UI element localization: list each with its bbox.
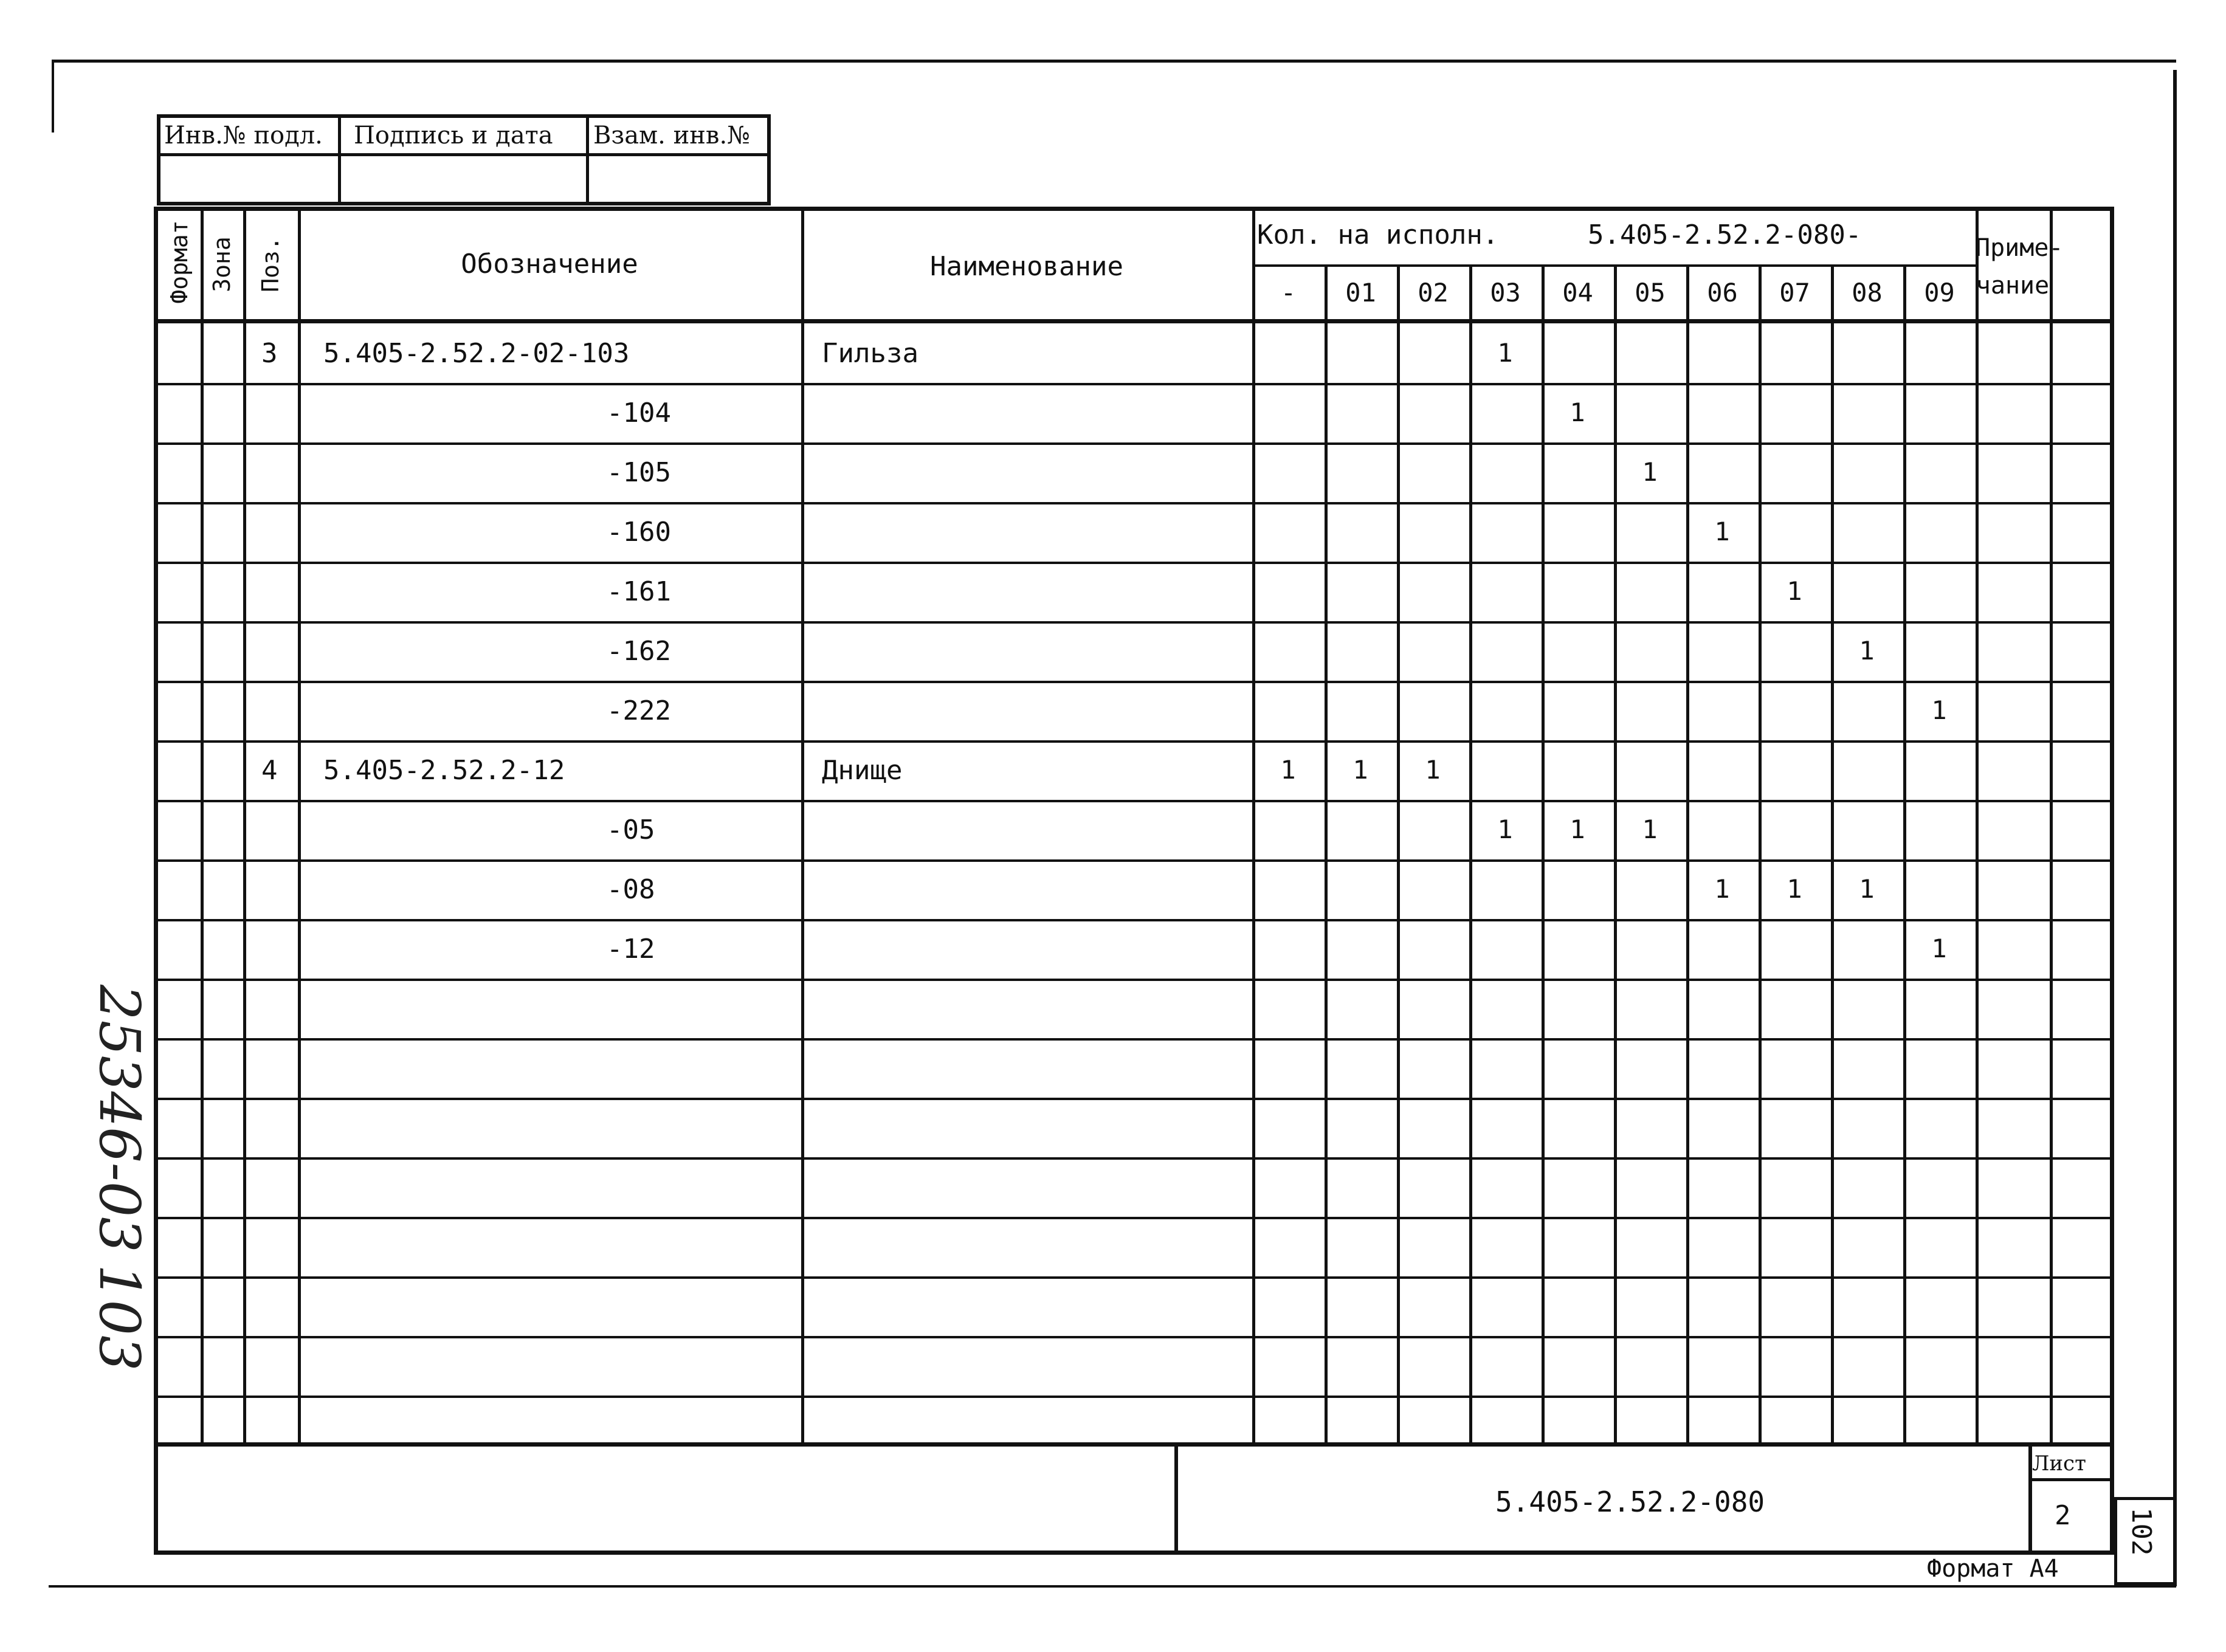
col-line <box>201 211 204 1442</box>
header-format: Формат <box>166 220 193 304</box>
header-zona: Зона <box>208 236 235 292</box>
variant-header-09: 09 <box>1924 278 1955 308</box>
approval-stamp <box>157 114 771 205</box>
row-naimenovanie: Гильза <box>822 338 918 369</box>
row-oboznachenie: -05 <box>607 814 655 845</box>
header-bottom-line <box>158 319 2110 323</box>
col-line <box>1686 264 1689 1442</box>
row-poz: 4 <box>261 755 278 786</box>
outer-frame-left <box>52 60 54 133</box>
row-qty-06: 1 <box>1714 517 1730 546</box>
row-line <box>158 1038 2110 1041</box>
col-line <box>1469 264 1472 1442</box>
row-qty-base: 1 <box>1280 755 1296 785</box>
col-line <box>1252 211 1255 1442</box>
variant-header-base: - <box>1280 278 1297 308</box>
row-qty-07: 1 <box>1787 576 1802 606</box>
variant-header-08: 08 <box>1852 278 1883 308</box>
outer-frame-bottom <box>49 1585 2176 1588</box>
row-oboznachenie: -161 <box>607 576 671 607</box>
row-oboznachenie: 5.405-2.52.2-12 <box>323 755 565 786</box>
col-line <box>1831 264 1834 1442</box>
col-line <box>243 211 246 1442</box>
header-oboznachenie: Обозначение <box>461 249 638 280</box>
row-line <box>158 1098 2110 1100</box>
page-number: 102 <box>2126 1507 2157 1556</box>
row-qty-06: 1 <box>1714 874 1730 904</box>
row-line <box>158 979 2110 981</box>
row-line <box>158 502 2110 504</box>
header-primechanie-1: Приме- <box>1976 234 2064 262</box>
row-line <box>158 442 2110 445</box>
variant-header-06: 06 <box>1707 278 1738 308</box>
col-line <box>1397 264 1400 1442</box>
list-label: Лист <box>2032 1451 2086 1476</box>
row-naimenovanie: Днище <box>822 755 903 786</box>
row-line <box>158 562 2110 564</box>
row-oboznachenie: -12 <box>607 934 655 965</box>
stamp-inv-label: Инв.№ подл. <box>164 122 323 150</box>
row-qty-03: 1 <box>1497 338 1513 368</box>
row-line <box>158 859 2110 862</box>
row-line <box>158 919 2110 921</box>
list-number: 2 <box>2055 1500 2071 1531</box>
header-kol-title: Кол. на исполн. <box>1257 219 1499 250</box>
row-oboznachenie: -160 <box>607 517 671 548</box>
row-oboznachenie: -104 <box>607 398 671 428</box>
variant-header-05: 05 <box>1635 278 1666 308</box>
title-block <box>154 1442 2114 1555</box>
row-qty-09: 1 <box>1931 934 1947 963</box>
col-line <box>1614 264 1617 1442</box>
row-line <box>158 800 2110 802</box>
row-qty-05: 1 <box>1642 814 1658 844</box>
row-line <box>158 1217 2110 1219</box>
row-line <box>158 681 2110 683</box>
variant-header-07: 07 <box>1779 278 1810 308</box>
outer-frame-right <box>2173 70 2177 1586</box>
variant-header-02: 02 <box>1418 278 1449 308</box>
row-line <box>158 383 2110 385</box>
outer-frame-top <box>52 60 2176 63</box>
row-qty-09: 1 <box>1931 695 1947 725</box>
header-kol-code: 5.405-2.52.2-080- <box>1588 219 1862 250</box>
row-poz: 3 <box>261 338 278 369</box>
specification-table <box>154 207 2114 1447</box>
variant-header-03: 03 <box>1490 278 1521 308</box>
stamp-podpis-label: Подпись и дата <box>354 122 553 150</box>
row-line <box>158 1336 2110 1338</box>
row-oboznachenie: 5.405-2.52.2-02-103 <box>323 338 630 369</box>
col-line <box>1759 264 1762 1442</box>
variant-header-01: 01 <box>1345 278 1376 308</box>
row-qty-01: 1 <box>1352 755 1368 785</box>
row-oboznachenie: -162 <box>607 636 671 667</box>
row-qty-04: 1 <box>1570 814 1585 844</box>
col-line <box>1325 264 1328 1442</box>
row-oboznachenie: -08 <box>607 874 655 905</box>
variant-header-line <box>1252 264 1976 267</box>
row-line <box>158 1276 2110 1279</box>
variant-header-04: 04 <box>1562 278 1593 308</box>
header-primechanie-2: чание <box>1976 272 2050 300</box>
format-label: Формат А4 <box>1927 1555 2059 1583</box>
row-qty-04: 1 <box>1570 398 1585 427</box>
title-block-divider <box>1174 1447 1178 1550</box>
stamp-divider <box>160 153 767 156</box>
row-qty-07: 1 <box>1787 874 1802 904</box>
row-qty-05: 1 <box>1642 457 1658 487</box>
row-line <box>158 740 2110 743</box>
sheet-number-handwritten: 103 <box>87 1264 152 1371</box>
doc-code: 5.405-2.52.2-080 <box>1495 1485 1765 1518</box>
row-line <box>158 621 2110 624</box>
col-line <box>1903 264 1906 1442</box>
col-line <box>1542 264 1545 1442</box>
stamp-vzam-label: Взам. инв.№ <box>593 122 751 150</box>
row-line <box>158 1157 2110 1160</box>
col-line <box>298 211 301 1442</box>
header-naimenovanie: Наименование <box>930 251 1123 282</box>
row-qty-08: 1 <box>1859 874 1875 904</box>
row-oboznachenie: -105 <box>607 457 671 488</box>
col-line <box>801 211 804 1442</box>
row-line <box>158 1396 2110 1398</box>
archive-number-handwritten: 25346-03 <box>87 985 152 1253</box>
row-qty-03: 1 <box>1497 814 1513 844</box>
col-line <box>1976 211 1979 1442</box>
list-cell-line <box>2028 1478 2110 1481</box>
row-qty-02: 1 <box>1425 755 1441 785</box>
row-oboznachenie: -222 <box>607 695 671 726</box>
col-line <box>2050 211 2053 1442</box>
header-poz: Поз. <box>257 236 284 292</box>
row-qty-08: 1 <box>1859 636 1875 666</box>
